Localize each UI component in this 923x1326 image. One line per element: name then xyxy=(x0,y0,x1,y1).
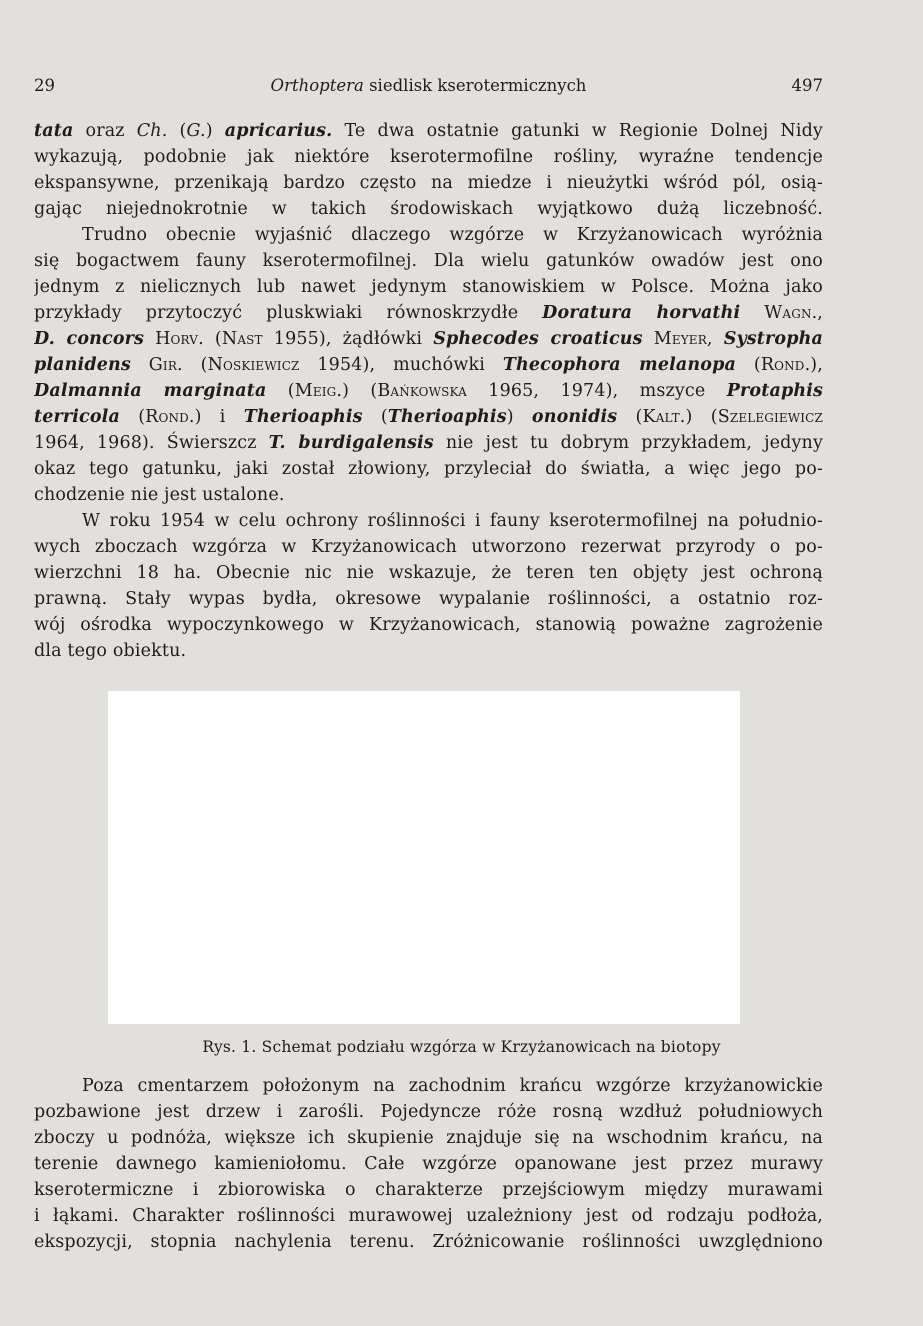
text-line: i łąkami. Charakter roślinności murawowej uzależniony jest od rodzaju podłoża, xyxy=(34,1206,823,1226)
page-number-right: 497 xyxy=(791,76,823,95)
text-line: dla tego obiektu. xyxy=(34,641,187,661)
text-line: Trudno obecnie wyjaśnić dlaczego wzgórze w Krzyżanowicach wyróżnia xyxy=(82,225,823,245)
text-line: przykłady przytoczyć pluskwiaki równoskrzydłe Doratura horvathi Wagn., xyxy=(34,303,823,323)
text-line: jednym z nielicznych lub nawet jedynym stanowiskiem w Polsce. Można jako xyxy=(34,277,823,297)
text-line: zboczy u podnóża, większe ich skupienie znajduje się na wschodnim krańcu, na xyxy=(34,1128,823,1148)
running-title-italic: Orthoptera xyxy=(270,76,364,95)
text-line: tata oraz Ch. (G.) apricarius. Te dwa ostatnie gatunki w Regionie Dolnej Nidy xyxy=(34,121,823,141)
figure-caption: Rys. 1. Schemat podziału wzgórza w Krzyżanowicach na biotopy xyxy=(202,1038,721,1056)
text-line: W roku 1954 w celu ochrony roślinności i fauny kserotermofilnej na południo- xyxy=(82,511,823,531)
page-number-left: 29 xyxy=(34,76,55,95)
paragraph-2 xyxy=(34,508,823,664)
text-line: prawną. Stały wypas bydła, okresowe wypalanie roślinności, a ostatnio roz- xyxy=(34,589,823,609)
paragraph-3 xyxy=(34,1073,823,1255)
text-line: pozbawione jest drzew i zarośli. Pojedyncze róże rosną wzdłuż południowych xyxy=(34,1102,823,1122)
text-line: wykazują, podobnie jak niektóre kserotermofilne rośliny, wyraźne tendencje xyxy=(34,147,823,167)
text-line: się bogactwem fauny kserotermofilnej. Dla wielu gatunków owadów jest ono xyxy=(34,251,823,271)
text-line: Poza cmentarzem położonym na zachodnim krańcu wzgórze krzyżanowickie xyxy=(82,1076,823,1096)
page-header xyxy=(34,72,823,100)
text-line: ekspansywne, przenikają bardzo często na miedze i nieużytki wśród pól, osią- xyxy=(34,173,823,193)
figure-image xyxy=(108,691,740,1024)
running-title-rest: siedlisk kserotermicznych xyxy=(369,76,587,95)
text-line: gając niejednokrotnie w takich środowiskach wyjątkowo dużą liczebność. xyxy=(34,199,823,219)
text-line: 1964, 1968). Świerszcz T. burdigalensis nie jest tu dobrym przykładem, jedyny xyxy=(34,433,823,453)
text-line: wych zboczach wzgórza w Krzyżanowicach utworzono rezerwat przyrody o po- xyxy=(34,537,823,557)
running-title xyxy=(34,72,823,100)
text-line: Dalmannia marginata (Meig.) (Bańkowska 1965, 1974), mszyce Protaphis xyxy=(34,381,823,401)
text-line: terenie dawnego kamieniołomu. Całe wzgórze opanowane jest przez murawy xyxy=(34,1154,823,1174)
text-line: wój ośrodka wypoczynkowego w Krzyżanowicach, stanowią poważne zagrożenie xyxy=(34,615,823,635)
text-line: ekspozycji, stopnia nachylenia terenu. Zróżnicowanie roślinności uwzględniono xyxy=(34,1232,823,1252)
text-line: terricola (Rond.) i Therioaphis (Therioaphis) ononidis (Kalt.) (Szelegiewicz xyxy=(34,407,823,427)
text-line: D. concors Horv. (Nast 1955), żądłówki Sphecodes croaticus Meyer, Systropha xyxy=(34,329,823,349)
paragraph-1 xyxy=(34,118,823,508)
text-line: planidens Gir. (Noskiewicz 1954), muchówki Thecophora melanopa (Rond.), xyxy=(34,355,823,375)
text-line: wierzchni 18 ha. Obecnie nic nie wskazuje, że teren ten objęty jest ochroną xyxy=(34,563,823,583)
text-line: kserotermiczne i zbiorowiska o charakterze przejściowym między murawami xyxy=(34,1180,823,1200)
text-line: okaz tego gatunku, jaki został złowiony, przyleciał do światła, a więc jego po- xyxy=(34,459,823,479)
text-line: chodzenie nie jest ustalone. xyxy=(34,485,285,505)
